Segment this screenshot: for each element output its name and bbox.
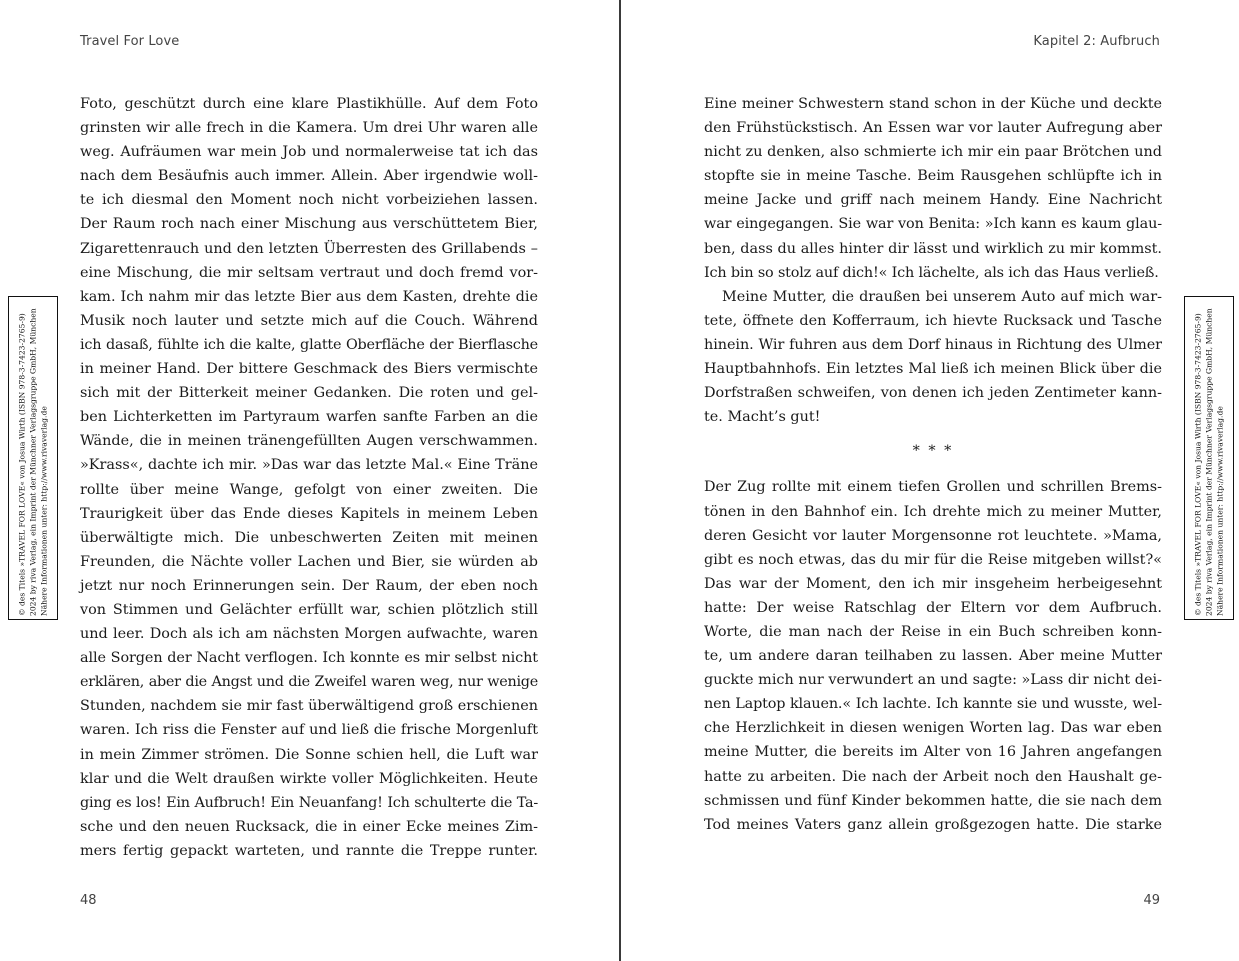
right-page — [621, 0, 1239, 961]
text-line: ging es los! Ein Aufbruch! Ein Neuanfang! Ich schulterte die Ta- — [80, 794, 538, 811]
text-line: ben Lichterketten im Partyraum warfen sanfte Farben an die — [80, 409, 538, 426]
right-page-body — [704, 92, 1162, 837]
text-line: grinsten wir alle frech in die Kamera. Um drei Uhr waren alle — [80, 120, 538, 137]
text-line: nach dem Besäufnis auch immer. Allein. Aber irgendwie woll- — [80, 168, 538, 185]
left-page-body — [80, 92, 538, 863]
text-line: tönen in den Bahnhof ein. Ich drehte mich zu meiner Mutter, — [704, 503, 1162, 520]
text-line: nicht zu denken, also schmierte ich mir ein paar Brötchen und — [704, 144, 1162, 161]
text-line: in meiner Hand. Der bittere Geschmack des Biers vermischte — [80, 361, 538, 378]
text-line: Musik noch lauter und setzte mich auf die Couch. Während — [80, 312, 538, 329]
text-line: in mein Zimmer strömen. Die Sonne schien hell, die Luft war — [80, 746, 538, 763]
copyright-text-left — [17, 300, 50, 616]
copyright-notice-left — [8, 296, 58, 620]
text-line: eine Mischung, die mir seltsam vertraut und doch fremd vor- — [80, 264, 538, 281]
copyright-line-publisher: 2024 by riva Verlag, ein Imprint der Münchner Verlagsgruppe GmbH, München — [1204, 308, 1214, 616]
copyright-line-info: Nähere Informationen unter: http://www.rivaverlag.de — [1215, 406, 1225, 616]
text-line: jetzt nur noch Erinnerungen sein. Der Raum, der eben noch — [80, 577, 538, 594]
text-line: mers fertig gepackt warteten, und rannte die Treppe runter. — [80, 842, 538, 859]
text-line: war eingegangen. Sie war von Benita: »Ich kann es kaum glau- — [704, 216, 1162, 233]
text-line: meine Jacke und griff nach meinem Handy. Eine Nachricht — [704, 192, 1162, 209]
text-line: Hauptbahnhofs. Ein letztes Mal ließ ich meinen Blick über die — [704, 361, 1162, 378]
text-line: te ich diesmal den Moment noch nicht vorbeiziehen lassen. — [80, 192, 538, 209]
text-line: Meine Mutter, die draußen bei unserem Auto auf mich war- — [722, 288, 1162, 305]
text-line: »Krass«, dachte ich mir. »Das war das letzte Mal.« Eine Träne — [80, 457, 538, 474]
text-line: Tod meines Vaters ganz allein großgezogen hatte. Die starke — [704, 816, 1162, 833]
paragraph-1 — [704, 92, 1162, 285]
text-line: Ich bin so stolz auf dich!« Ich lächelte, als ich das Haus verließ. — [704, 264, 1159, 281]
text-line: Worte, die man nach der Reise in ein Buch schreiben konn- — [704, 623, 1162, 640]
copyright-text-right — [1193, 300, 1226, 616]
text-line: ich dasaß, fühlte ich die kalte, glatte Oberfläche der Bierflasche — [80, 336, 538, 353]
page-number-left: 48 — [80, 893, 97, 908]
text-line: che Herzlichkeit in diesen wenigen Worten lag. Das war eben — [704, 720, 1162, 737]
text-line: guckte mich nur verwundert an und sagte: »Lass dir nicht dei- — [704, 672, 1162, 689]
text-line: sich mit der Bitterkeit meiner Gedanken. Die roten und gel- — [80, 385, 538, 402]
text-line: hinein. Wir fuhren aus dem Dorf hinaus in Richtung des Ulmer — [704, 336, 1162, 353]
text-line: meine Mutter, die bereits im Alter von 16 Jahren angefangen — [704, 744, 1162, 761]
text-line: waren. Ich riss die Fenster auf und ließ die frische Morgenluft — [80, 722, 538, 739]
text-line: erklären, aber die Angst und die Zweifel waren weg, nur wenige — [80, 674, 538, 691]
text-line: hatte: Der weise Ratschlag der Eltern vor dem Aufbruch. — [704, 599, 1162, 616]
text-line: nen Laptop klauen.« Ich lachte. Ich kannte sie und wusste, wel- — [704, 696, 1162, 713]
text-line: hatte zu arbeiten. Die nach der Arbeit noch den Haushalt ge- — [704, 768, 1162, 785]
text-line: stopfte sie in meine Tasche. Beim Rausgehen schlüpfte ich in — [704, 168, 1162, 185]
text-line: tete, öffnete den Kofferraum, ich hievte Rucksack und Tasche — [704, 312, 1162, 329]
page-number-right: 49 — [1143, 893, 1160, 908]
text-line: Freunden, die Nächte voller Lachen und Bier, sie würden ab — [80, 553, 538, 570]
running-head-left: Travel For Love — [80, 34, 180, 49]
text-line: schmissen und fünf Kinder bekommen hatte, die sie nach dem — [704, 792, 1162, 809]
text-line: Foto, geschützt durch eine klare Plastikhülle. Auf dem Foto — [80, 96, 538, 112]
copyright-line-publisher: 2024 by riva Verlag, ein Imprint der Münchner Verlagsgruppe GmbH, München — [28, 308, 38, 616]
text-line: von Stimmen und Gelächter erfüllt war, schien plötzlich still — [80, 601, 538, 618]
text-line: Das war der Moment, den ich mir insgeheim herbeigesehnt — [704, 575, 1162, 592]
text-line: Zigarettenrauch und den letzten Überresten des Grillabends – — [80, 240, 538, 257]
text-line: weg. Aufräumen war mein Job und normalerweise tat ich das — [80, 144, 538, 161]
paragraph-2 — [704, 285, 1162, 430]
text-line: Wände, die in meinen tränengefüllten Augen verschwammen. — [80, 433, 538, 450]
copyright-line-info: Nähere Informationen unter: http://www.rivaverlag.de — [39, 406, 49, 616]
paragraph-3 — [704, 475, 1162, 836]
text-line: und leer. Doch als ich am nächsten Morgen aufwachte, waren — [80, 626, 538, 643]
text-line: kam. Ich nahm mir das letzte Bier aus dem Kasten, drehte die — [80, 288, 538, 305]
text-line: Stunden, nachdem sie mir fast überwältigend groß erschienen — [80, 698, 538, 715]
text-line: Der Zug rollte mit einem tiefen Grollen und schrillen Brems- — [704, 479, 1162, 496]
text-line: überwältigte mich. Die unbeschwerten Zeiten mit meinen — [80, 529, 538, 546]
text-line: Eine meiner Schwestern stand schon in der Küche und deckte — [704, 96, 1162, 112]
text-line: Dorfstraßen schweifen, von denen ich jeden Zentimeter kann- — [704, 385, 1162, 402]
text-line: te. Macht’s gut! — [704, 409, 821, 426]
text-line: rollte über meine Wange, gefolgt von einer zweiten. Die — [80, 481, 538, 498]
section-separator: * * * — [912, 443, 954, 460]
text-line: klar und die Welt draußen wirkte voller Möglichkeiten. Heute — [80, 770, 538, 787]
text-line: Der Raum roch nach einer Mischung aus verschüttetem Bier, — [80, 216, 538, 233]
text-line: deren Gesicht vor lauter Morgensonne rot leuchtete. »Mama, — [704, 527, 1162, 544]
copyright-notice-right — [1184, 296, 1234, 620]
text-line: alle Sorgen der Nacht verflogen. Ich konnte es mir selbst nicht — [80, 650, 538, 667]
text-line: sche und den neuen Rucksack, die in einer Ecke meines Zim- — [80, 818, 538, 835]
text-line: gibt es noch etwas, das du mir für die Reise mitgeben willst?« — [704, 551, 1162, 568]
copyright-line-title: © des Titels »TRAVEL FOR LOVE« von Josua Wirth (ISBN 978-3-7423-2765-9) — [17, 313, 27, 616]
text-line: ben, dass du alles hinter dir lässt und wirklich zu mir kommst. — [704, 240, 1162, 257]
running-head-right: Kapitel 2: Aufbruch — [1033, 34, 1160, 49]
copyright-line-title: © des Titels »TRAVEL FOR LOVE« von Josua Wirth (ISBN 978-3-7423-2765-9) — [1193, 313, 1203, 616]
text-line: Traurigkeit über das Ende dieses Kapitels in meinem Leben — [80, 505, 538, 522]
text-line: den Frühstückstisch. An Essen war vor lauter Aufregung aber — [704, 120, 1162, 137]
text-line: te, um andere daran teilhaben zu lassen. Aber meine Mutter — [704, 648, 1162, 665]
